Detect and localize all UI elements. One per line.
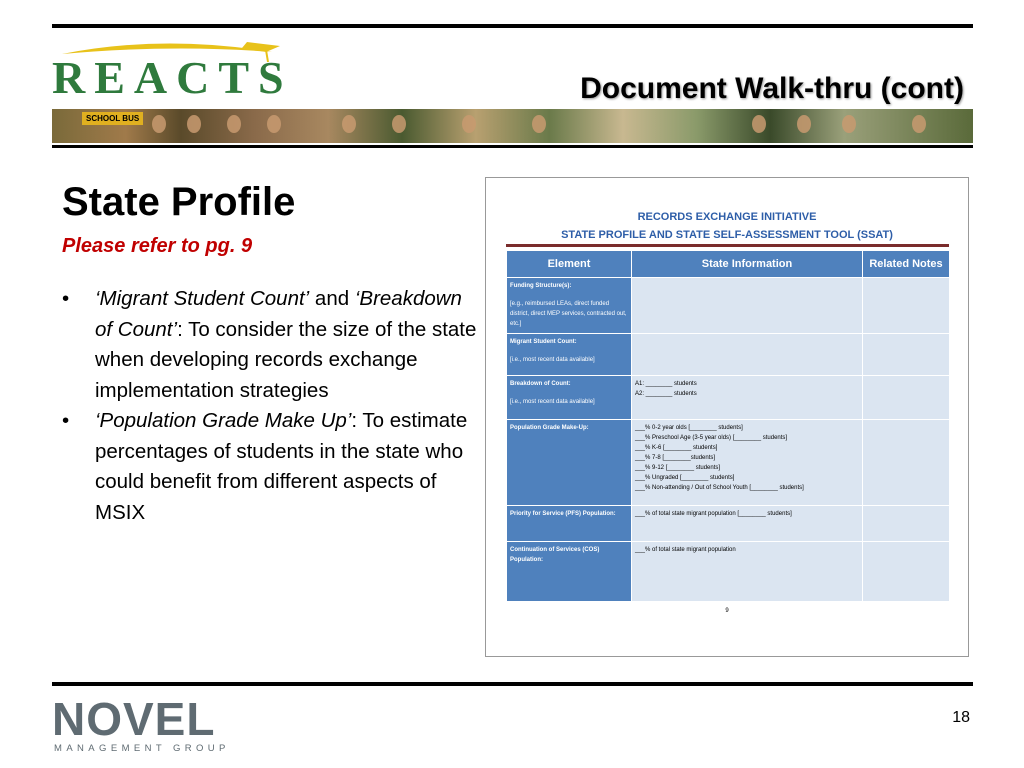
table-header-row <box>507 251 950 278</box>
novel-logo: NOVEL <box>52 693 216 745</box>
face-photo <box>187 115 201 133</box>
table-row <box>507 420 950 506</box>
section-title: State Profile <box>62 180 296 224</box>
bullet-emphasis: ‘Population Grade Make Up’ <box>95 409 352 432</box>
bullet-emphasis: ‘Migrant Student Count’ <box>95 287 310 310</box>
ssat-table <box>506 250 950 602</box>
face-photo <box>392 115 406 133</box>
element-cell <box>507 334 632 376</box>
face-photo <box>267 115 281 133</box>
face-photo <box>462 115 476 133</box>
table-row <box>507 506 950 542</box>
bullet-list <box>62 284 482 528</box>
bottom-rule <box>52 682 973 686</box>
element-label: Continuation of Services (COS) Population: <box>510 547 600 563</box>
bullet-emphasis: ‘Breakdown of Count’ <box>95 287 462 341</box>
element-label: Funding Structure(s): <box>510 283 572 289</box>
state-info-cell <box>632 278 863 334</box>
element-cell <box>507 542 632 602</box>
element-label: Population Grade Make-Up: <box>510 425 589 431</box>
state-info-cell: ___% of total state migrant population [________ students] <box>632 506 863 542</box>
table-row <box>507 334 950 376</box>
novel-logo-subtitle: MANAGEMENT GROUP <box>54 743 230 754</box>
document-rule <box>506 244 949 247</box>
reacts-logo-text: REACTS <box>52 52 293 103</box>
top-rule <box>52 24 973 28</box>
bullet-item <box>62 406 482 528</box>
table-row <box>507 542 950 602</box>
element-hint: [i.e., most recent data available] <box>510 399 595 405</box>
notes-cell <box>863 506 950 542</box>
state-info-cell: A1: ________ students A2: ________ students <box>632 376 863 420</box>
element-label: Breakdown of Count: <box>510 381 571 387</box>
bus-label: SCHOOL BUS <box>82 112 143 125</box>
face-photo <box>152 115 166 133</box>
column-header: Element <box>507 251 632 278</box>
slide-page-number: 18 <box>952 709 970 726</box>
table-row <box>507 278 950 334</box>
state-info-cell <box>632 334 863 376</box>
document-subtitle: STATE PROFILE AND STATE SELF-ASSESSMENT TOOL (SSAT) <box>561 229 893 241</box>
section-subtitle: Please refer to pg. 9 <box>62 235 253 257</box>
element-label: Migrant Student Count: <box>510 339 577 345</box>
bullet-text: : To consider the size of the state when developing records exchange implementation strategies <box>95 317 477 402</box>
document-title: RECORDS EXCHANGE INITIATIVE <box>637 211 817 223</box>
face-photo <box>532 115 546 133</box>
bullet-text: : To estimate percentages of students in the state who could benefit from different aspects of MSIX <box>95 409 468 524</box>
face-photo <box>227 115 241 133</box>
face-photo <box>912 115 926 133</box>
slide-header-title: Document Walk-thru (cont) <box>580 72 964 105</box>
element-cell <box>507 420 632 506</box>
document-image <box>485 177 969 657</box>
notes-cell <box>863 542 950 602</box>
photo-banner <box>52 109 973 143</box>
element-cell <box>507 376 632 420</box>
element-hint: [e.g., reimbursed LEAs, direct funded district, direct MEP services, contracted out, etc.] <box>510 301 627 327</box>
table-row <box>507 376 950 420</box>
face-photo <box>842 115 856 133</box>
face-photo <box>342 115 356 133</box>
element-cell <box>507 278 632 334</box>
state-info-cell: ___% of total state migrant population <box>632 542 863 602</box>
notes-cell <box>863 376 950 420</box>
state-info-cell: ___% 0-2 year olds [________ students] ___% Preschool Age (3-5 year olds) [________ students] ___% K-6 [________ students] ___% 7-8 [________students] ___% 9-12 [________ students] ___% Ungraded [________ students] ___% Non-attending / Out of School Youth [________ students] <box>632 420 863 506</box>
notes-cell <box>863 420 950 506</box>
banner-rule <box>52 145 973 148</box>
element-hint: [i.e., most recent data available] <box>510 357 595 363</box>
element-label: Priority for Service (PFS) Population: <box>510 511 616 517</box>
column-header: State Information <box>632 251 863 278</box>
document-page-number: 9 <box>725 608 729 614</box>
bullet-item <box>62 284 482 406</box>
face-photo <box>752 115 766 133</box>
element-cell <box>507 506 632 542</box>
notes-cell <box>863 278 950 334</box>
column-header: Related Notes <box>863 251 950 278</box>
bullet-text: and <box>309 287 355 310</box>
face-photo <box>797 115 811 133</box>
notes-cell <box>863 334 950 376</box>
